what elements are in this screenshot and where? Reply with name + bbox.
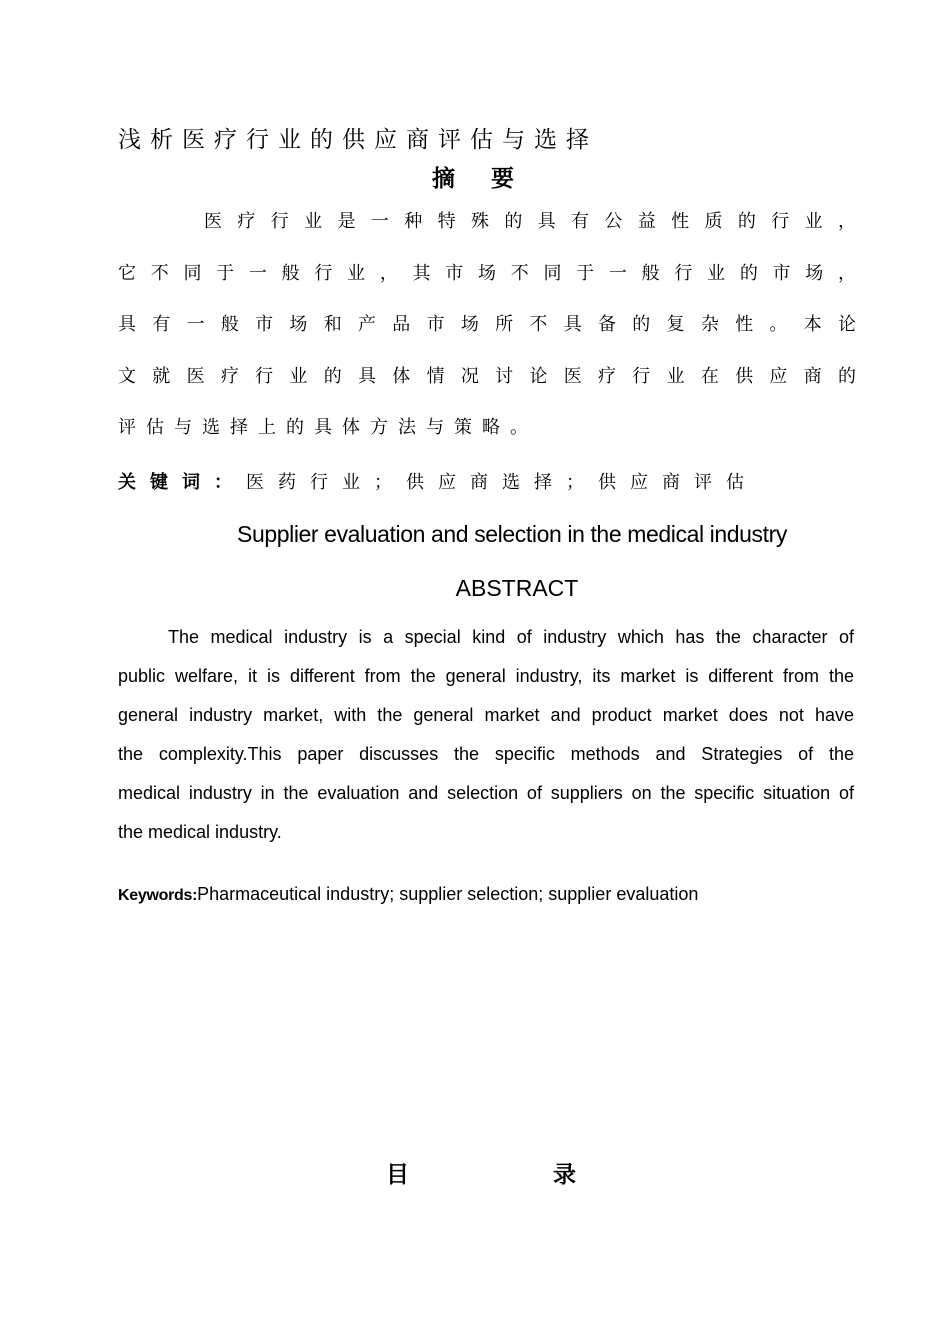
english-abstract-heading: ABSTRACT <box>455 575 579 601</box>
english-abstract-body <box>118 618 854 852</box>
english-keywords-value: Pharmaceutical industry; supplier selection; supplier evaluation <box>197 884 699 904</box>
chinese-abstract-line-5: 评估与选择上的具体方法与策略。 <box>118 417 538 438</box>
english-abstract-line-6: the medical industry. <box>118 822 282 842</box>
english-keywords <box>118 878 878 912</box>
english-keywords-label: Keywords: <box>118 887 198 904</box>
english-abstract-line-1: The medical industry is a special kind of industry which has the character of <box>168 627 854 647</box>
chinese-abstract-heading: 摘 要 <box>431 166 528 192</box>
chinese-keywords <box>118 466 878 500</box>
chinese-keywords-label: 关键词： <box>118 472 246 493</box>
english-title: Supplier evaluation and selection in the medical industry <box>237 521 787 547</box>
chinese-abstract-line-1: 医疗行业是一种特殊的具有公益性质的行业， <box>204 211 866 232</box>
chinese-abstract-line-2: 它不同于一般行业，其市场不同于一般行业的市场， <box>118 262 866 284</box>
chinese-abstract-line-4: 文就医疗行业的具体情况讨论医疗行业在供应商的 <box>118 365 866 387</box>
chinese-abstract-line-3: 具有一般市场和产品市场所不具备的复杂性。本论 <box>118 314 866 335</box>
english-abstract-line-3: general industry market, with the general market and product market does not have <box>118 705 854 725</box>
english-abstract-line-4: the complexity.This paper discusses the specific methods and Strategies of the <box>118 744 854 764</box>
english-abstract-line-2: public welfare, it is different from the general industry, its market is different from the <box>118 666 854 686</box>
toc-heading-char-2: 录 <box>553 1162 576 1188</box>
chinese-keywords-value: 医药行业；供应商选择；供应商评估 <box>246 472 758 493</box>
english-abstract-line-5: medical industry in the evaluation and selection of suppliers on the specific situation of <box>118 783 854 803</box>
chinese-title: 浅析医疗行业的供应商评估与选择 <box>118 127 598 153</box>
toc-heading-char-1: 目 <box>386 1162 409 1188</box>
chinese-abstract-body <box>118 196 866 454</box>
